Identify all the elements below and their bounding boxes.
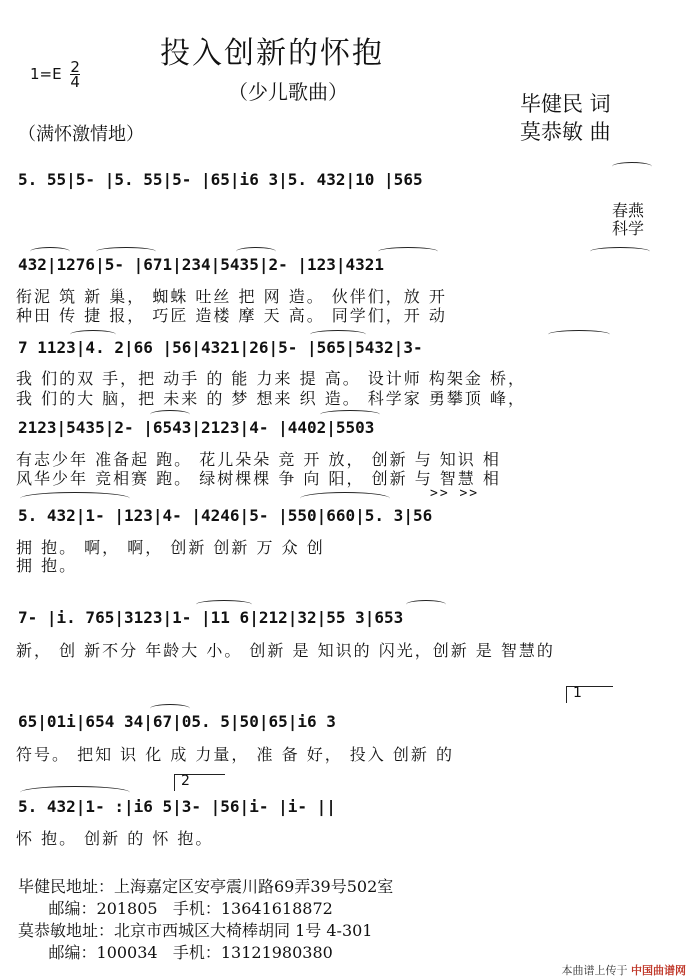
watermark (562, 962, 687, 978)
notation-line-1: 5. 55|5- |5. 55|5- |65|i6 3|5. 432|10 |565 (18, 170, 423, 189)
volta-1-number: 1 (573, 685, 582, 701)
slur (406, 600, 446, 609)
composer: 莫恭敏 曲 (520, 120, 611, 144)
contact-line-2: 邮编：201805 手机：13641618872 (18, 899, 333, 918)
notation-line-7: 65|01i|654 34|67|05. 5|50|65|i6 3 (18, 712, 336, 731)
lyricist: 毕健民 词 (520, 92, 611, 116)
watermark-brand: 中国曲谱网 (631, 964, 686, 977)
time-top: 2 (70, 58, 80, 76)
slur (30, 247, 70, 256)
slur (20, 786, 130, 799)
time-signature (70, 60, 80, 89)
song-subtitle: （少儿歌曲） (228, 80, 348, 104)
notation-line-2: 432|1276|5- |671|234|5435|2- |123|4321 (18, 255, 385, 274)
notation-line-8: 5. 432|1- :|i6 5|3- |56|i- |i- || (18, 797, 336, 816)
slur (310, 330, 366, 339)
contact-line-4: 邮编：100034 手机：13121980380 (18, 943, 333, 962)
slur (548, 330, 610, 339)
contact-line-3: 莫恭敏地址：北京市西城区大椅棒胡同 1号 4-301 (18, 921, 373, 940)
lyric-2-verse-1: 衔泥 筑 新 巢， 蜘蛛 吐丝 把 网 造。 伙伴们，放 开 (16, 287, 447, 306)
contact-info (18, 876, 393, 964)
volta-1 (566, 686, 613, 703)
lyric-8-verse-1: 怀 抱。 创新 的 怀 抱。 (16, 829, 214, 848)
notation-line-3: 7 1123|4. 2|66 |56|4321|26|5- |565|5432|3- (18, 338, 423, 357)
accent-marks: >> >> (430, 486, 480, 501)
lyric-5-verse-1: 拥 抱。 啊， 啊， 创新 创新 万 众 创 (16, 538, 325, 557)
slur (300, 492, 390, 505)
time-bottom: 4 (70, 73, 80, 91)
lyric-2-verse-2: 种田 传 捷 报， 巧匠 造楼 摩 天 高。 同学们，开 动 (16, 306, 447, 325)
slur (196, 600, 252, 609)
contact-line-1: 毕健民地址：上海嘉定区安亭震川路69弄39号502室 (18, 877, 394, 896)
lyric-1-verse-2: 科学 (612, 219, 645, 238)
lyric-4-verse-2: 风华少年 竞相赛 跑。 绿树棵棵 争 向 阳， 创新 与 智慧 相 (16, 469, 501, 488)
lyric-5-verse-2: 拥 抱。 (16, 556, 78, 575)
lyric-3-verse-2: 我 们的大 脑，把 未来 的 梦 想来 织 造。 科学家 勇攀顶 峰， (16, 389, 526, 408)
slur (150, 410, 190, 419)
slur (20, 492, 130, 505)
tempo-mood: （满怀激情地） (18, 124, 144, 145)
notation-line-5: 5. 432|1- |123|4- |4246|5- |550|660|5. 3|56 (18, 506, 433, 525)
song-title: 投入创新的怀抱 (160, 36, 384, 71)
key-signature (30, 60, 80, 89)
slur (378, 247, 438, 256)
slur (320, 410, 380, 419)
slur (612, 162, 652, 171)
key-label: 1=E (30, 65, 62, 83)
volta-2-number: 2 (181, 773, 190, 789)
slur (150, 704, 190, 713)
notation-line-6: 7- |i. 765|3123|1- |11 6|212|32|55 3|653 (18, 608, 404, 627)
lyric-7-verse-1: 符号。 把知 识 化 成 力量， 准 备 好， 投入 创新 的 (16, 745, 454, 764)
lyric-6-verse-1: 新， 创 新不分 年龄大 小。 创新 是 知识的 闪光，创新 是 智慧的 (16, 641, 555, 660)
slur (70, 330, 116, 339)
lyric-3-verse-1: 我 们的双 手，把 动手 的 能 力来 提 高。 设计师 构架金 桥， (16, 369, 526, 388)
slur (96, 247, 156, 256)
notation-line-4: 2123|5435|2- |6543|2123|4- |4402|5503 (18, 418, 375, 437)
volta-2 (174, 774, 225, 791)
lyric-4-verse-1: 有志少年 准备起 跑。 花儿朵朵 竞 开 放， 创新 与 知识 相 (16, 450, 501, 469)
credits (520, 90, 611, 146)
slur (590, 247, 650, 256)
watermark-prefix: 本曲谱上传于 (561, 964, 628, 977)
slur (236, 247, 276, 256)
lyric-1-verse-1: 春燕 (612, 201, 645, 220)
